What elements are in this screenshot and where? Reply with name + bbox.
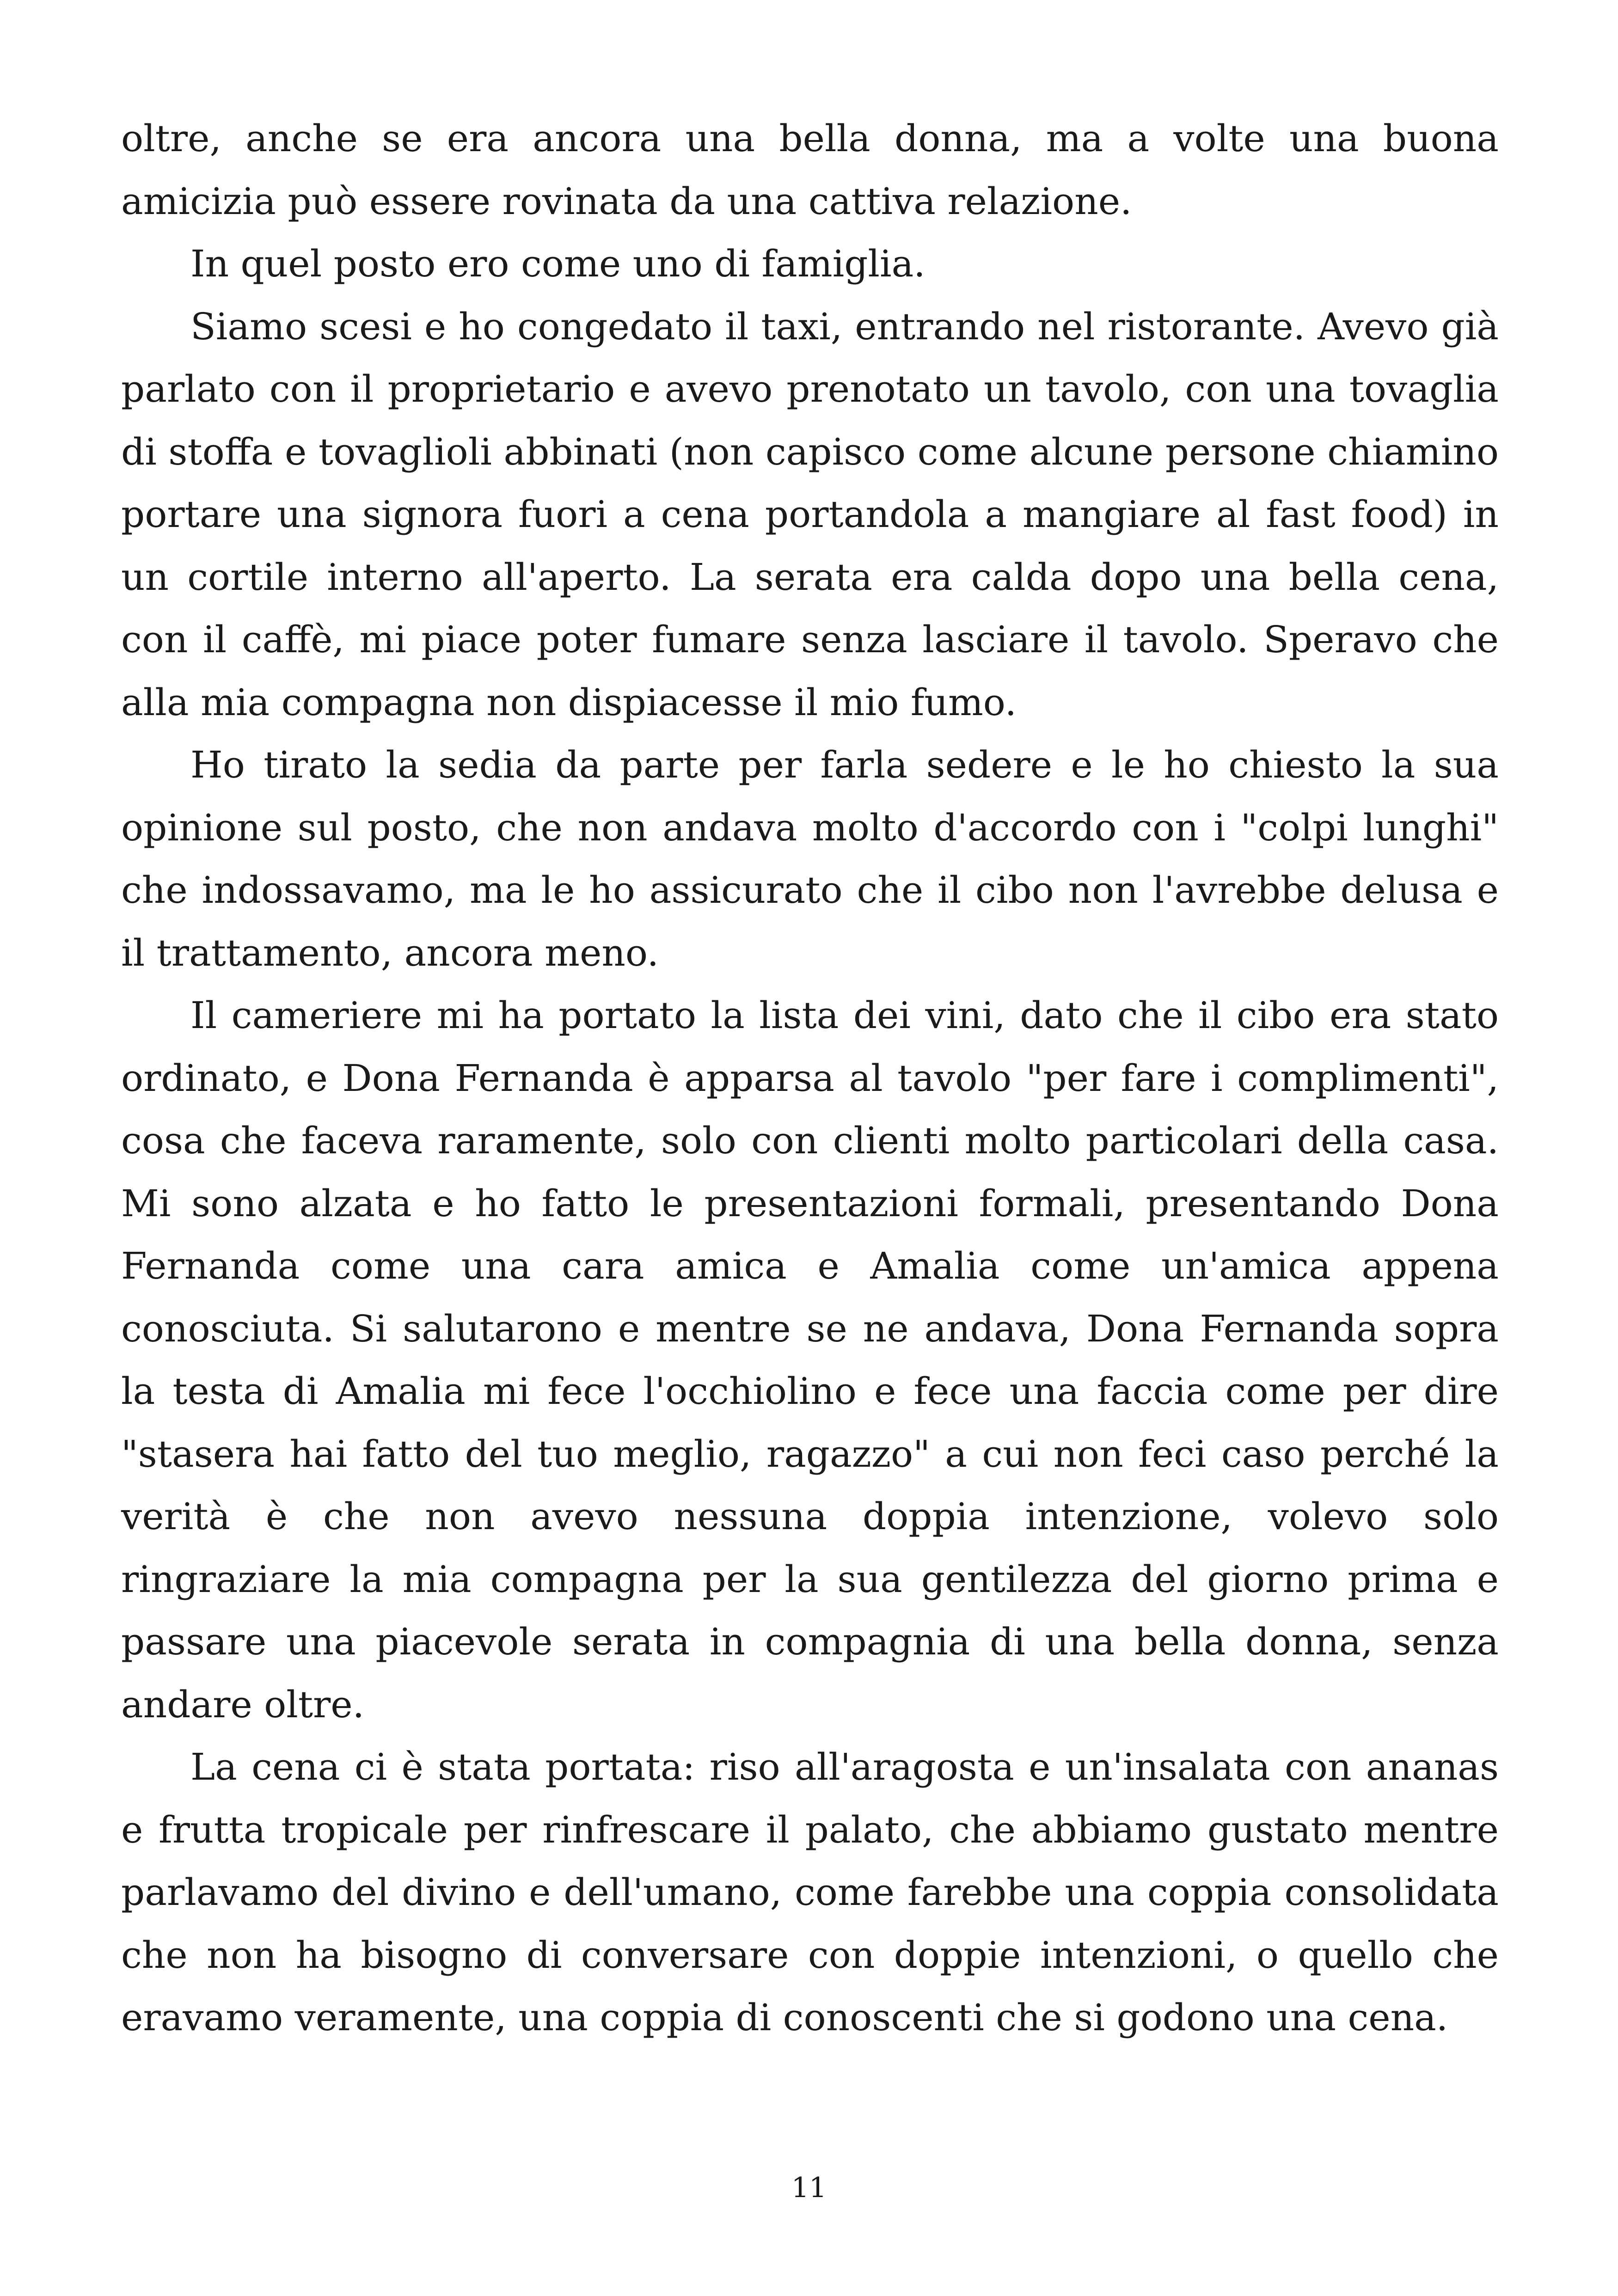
paragraph: In quel posto ero come uno di famiglia. bbox=[190, 242, 925, 285]
paragraph: Ho tirato la sedia da parte per farla sedere e le ho chiesto la sua opinione sul posto, che non andava molto d'accordo con i "colpi lunghi" che indossavamo, ma le ho assicurato che il cibo non l'avrebbe delusa e il trattamento, ancora meno. bbox=[121, 743, 1499, 974]
paragraph: Siamo scesi e ho congedato il taxi, entrando nel ristorante. Avevo già parlato con il proprietario e avevo prenotato un tavolo, con una tovaglia di stoffa e tovaglioli abbinati (non capisco come alcune persone chiamino portare una signora fuori a cena portandola a mangiare al fast food) in un cortile interno all'aperto. La serata era calda dopo una bella cena, con il caffè, mi piace poter fumare senza lasciare il tavolo. Speravo che alla mia compagna non dispiacesse il mio fumo. bbox=[121, 305, 1499, 724]
page-body bbox=[121, 107, 1499, 2049]
paragraph: La cena ci è stata portata: riso all'aragosta e un'insalata con ananas e frutta tropicale per rinfrescare il palato, che abbiamo gustato mentre parlavamo del divino e dell'umano, come farebbe una coppia consolidata che non ha bisogno di conversare con doppie intenzioni, o quello che eravamo veramente, una coppia di conoscenti che si godono una cena. bbox=[121, 1745, 1499, 2039]
page-number: 11 bbox=[791, 2172, 827, 2204]
paragraph-continuation: oltre, anche se era ancora una bella donna, ma a volte una buona amicizia può essere rovinata da una cattiva relazione. bbox=[121, 117, 1499, 223]
paragraph: Il cameriere mi ha portato la lista dei vini, dato che il cibo era stato ordinato, e Dona Fernanda è apparsa al tavolo "per fare i complimenti", cosa che faceva raramente, solo con clienti molto particolari della casa. Mi sono alzata e ho fatto le presentazioni formali, presentando Dona Fernanda come una cara amica e Amalia come un'amica appena conosciuta. Si salutarono e mentre se ne andava, Dona Fernanda sopra la testa di Amalia mi fece l'occhiolino e fece una faccia come per dire "stasera hai fatto del tuo meglio, ragazzo" a cui non feci caso perché la verità è che non avevo nessuna doppia intenzione, volevo solo ringraziare la mia compagna per la sua gentilezza del giorno prima e passare una piacevole serata in compagnia di una bella donna, senza andare oltre. bbox=[121, 994, 1499, 1726]
